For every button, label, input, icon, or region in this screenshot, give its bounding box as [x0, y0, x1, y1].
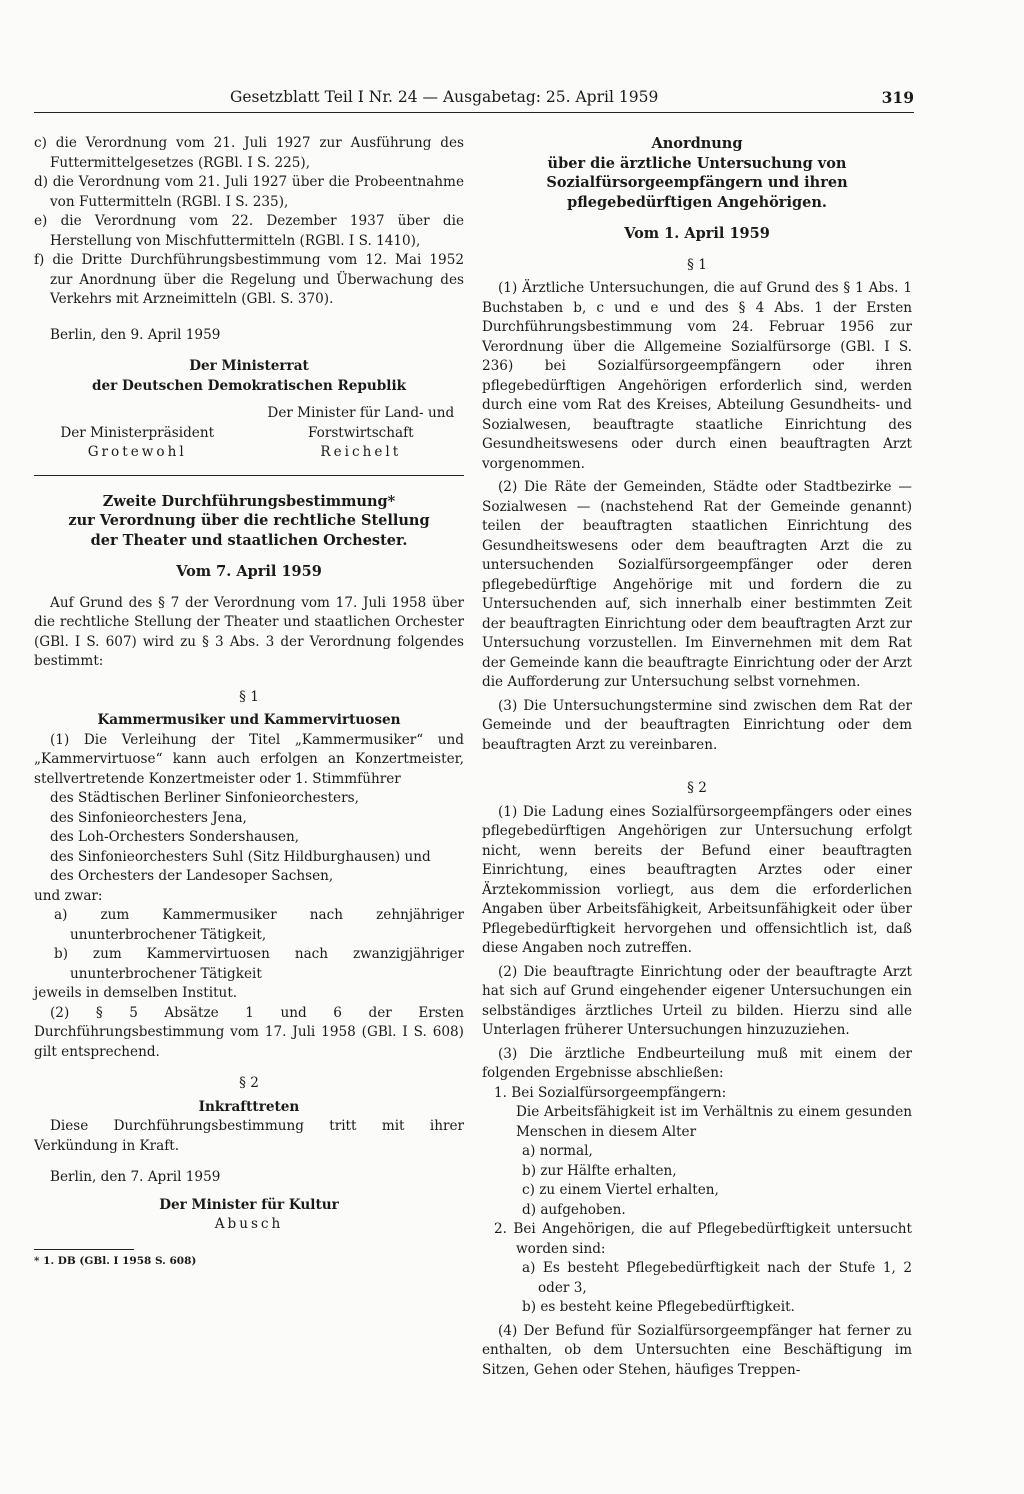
decree-date: Vom 7. April 1959: [176, 563, 322, 580]
title-line-2: zur Verordnung über die rechtliche Stellung: [68, 512, 430, 529]
minister-title: Der Minister für Kultur: [159, 1196, 339, 1213]
right-title-2: über die ärztliche Untersuchung von Sozialfürsorgeempfängern und ihren pflegebedürftigen Angehörigen.: [546, 154, 848, 211]
outcome-1-item: a) normal,: [522, 1143, 593, 1159]
orchestra-item: des Orchesters der Landesoper Sachsen,: [50, 868, 334, 884]
section-divider: [34, 475, 464, 476]
page-header: [34, 88, 914, 113]
outcome-2-item-b: b) es besteht keine Pflegebedürftigkeit.: [522, 1299, 795, 1315]
footnote: * 1. DB (GBl. I 1958 S. 608): [34, 1254, 197, 1267]
section-2-title: Inkrafttreten: [198, 1098, 300, 1115]
right-date: Vom 1. April 1959: [624, 225, 770, 242]
list-item: e) die Verordnung vom 22. Dezember 1937 über die Herstellung von Mischfuttermitteln (RGBl. I S. 1410),: [34, 213, 464, 249]
orchestra-item: des Städtischen Berliner Sinfonieorchesters,: [50, 790, 359, 806]
header-title: Gesetzblatt Teil I Nr. 24 — Ausgabetag: 25. April 1959: [230, 88, 659, 106]
title-line-3: der Theater und staatlichen Orchester.: [90, 531, 408, 549]
title-line-1: Zweite Durchführungsbestimmung*: [102, 492, 396, 510]
list-item-b: b) zum Kammervirtuosen nach zwanzigjähriger ununterbrochener Tätigkeit: [54, 946, 464, 982]
signature-left-title: Der Ministerpräsident: [60, 424, 215, 441]
jeweils-line: jeweils in demselben Institut.: [34, 985, 238, 1001]
outcome-1-item: d) aufgehoben.: [522, 1201, 626, 1218]
right-para-2-3: (3) Die ärztliche Endbeurteilung muß mit einem der folgenden Ergebnisse abschließen:: [482, 1045, 912, 1081]
right-para-2-1: (1) Die Ladung eines Sozialfürsorgeempfängers oder eines pflegebedürftigen Angehörigen zur Untersuchung erfolgt nicht, wenn bereits der Befund einer beauftragten Einrichtung, eines beauftragten Arztes oder einer Ärztekommission vorliegt, aus dem die erforderlichen Angaben über Arbeitsfähigkeit, Arbeitsunfähigkeit oder über Pflegebedürftigkeit hervorgehen und offensichtlich ist, daß diese Angaben noch zutreffen.: [482, 803, 912, 956]
minister-name: Abusch: [214, 1216, 284, 1232]
outcome-1-text: Die Arbeitsfähigkeit ist im Verhältnis zu einem gesunden Menschen in diesem Alter: [516, 1104, 912, 1140]
authority-line-2: der Deutschen Demokratischen Republik: [91, 377, 407, 394]
orchestra-item: des Loh-Orchesters Sondershausen,: [50, 829, 300, 845]
right-section-1-heading: § 1: [687, 256, 707, 273]
outcome-1-item: c) zu einem Viertel erhalten,: [522, 1182, 719, 1198]
signature-right-title-2: Forstwirtschaft: [307, 424, 414, 441]
right-para-2-4: (4) Der Befund für Sozialfürsorgeempfänger hat ferner zu enthalten, ob dem Untersuchten eine Beschäftigung im Sitzen, Gehen oder Stehen, häufiges Treppen-: [482, 1322, 912, 1378]
right-para-1-2: (2) Die Räte der Gemeinden, Städte oder Stadtbezirke — Sozialwesen — (nachstehend Rat der Gemeinde genannt) teilen der beauftragten staatlichen Einrichtung des Gesundheitswesens oder dem beauftragten Arzt die zu untersuchenden Sozialfürsorgeempfänger oder deren pflegebedürftige Angehörige mit und fordern die zu Untersuchenden auf, sich innerhalb einer bestimmten Zeit der beauftragten Einrichtung oder dem beauftragten Arzt zur Untersuchung vorzustellen. Im Einvernehmen mit dem Rat der Gemeinde kann die beauftragte Einrichtung oder der Arzt die Aufforderung zur Untersuchung selbst vornehmen.: [482, 479, 912, 690]
right-para-1-1: (1) Ärztliche Untersuchungen, die auf Grund des § 1 Abs. 1 Buchstaben b, c und e und des § 4 Abs. 1 der Ersten Durchführungsbestimmung vom 24. Februar 1956 zur Verordnung über die Allgemeine Sozialfürsorge (GBl. I S. 236) bei Sozialfürsorgeempfängern oder ihren pflegebedürftigen Angehörigen erforderlich sind, werden durch eine vom Rat des Kreises, Abteilung Gesundheits- und Sozialwesen, beauftragte staatliche Einrichtung des Gesundheitswesens oder durch einen beauftragten Arzt vorgenommen.: [482, 280, 912, 472]
list-item: c) die Verordnung vom 21. Juli 1927 zur Ausführung des Futtermittelgesetzes (RGBl. I S. 225),: [34, 135, 464, 171]
signature-right-title-1: Der Minister für Land- und: [267, 405, 455, 421]
outcome-2: 2. Bei Angehörigen, die auf Pflegebedürftigkeit untersucht worden sind:: [494, 1221, 912, 1257]
und-zwar: und zwar:: [34, 887, 103, 904]
section-1-para-1: (1) Die Verleihung der Titel „Kammermusiker“ und „Kammervirtuose“ kann auch erfolgen an Konzertmeister, stellvertretende Konzertmeister oder 1. Stimmführer: [34, 731, 464, 787]
orchestra-item: des Sinfonieorchesters Jena,: [50, 809, 247, 826]
right-para-2-2: (2) Die beauftragte Einrichtung oder der beauftragte Arzt hat sich auf Grund eingehender eigener Untersuchungen ein selbständiges ärztliches Urteil zu bilden. Hierzu sind alle Unterlagen früherer Untersuchungen hinzuzuziehen.: [482, 963, 912, 1038]
footnote-rule: [34, 1249, 134, 1250]
list-item: f) die Dritte Durchführungsbestimmung vom 12. Mai 1952 zur Anordnung über die Regelung und Überwachung des Verkehrs mit Arzneimitteln (GBl. S. 370).: [34, 252, 464, 307]
outcome-1: 1. Bei Sozialfürsorgeempfängern:: [494, 1084, 727, 1101]
place-date-2: Berlin, den 7. April 1959: [50, 1169, 221, 1185]
section-1-para-2: (2) § 5 Absätze 1 und 6 der Ersten Durchführungsbestimmung vom 17. Juli 1958 (GBl. I S. 608) gilt entsprechend.: [34, 1004, 464, 1060]
signature-right-name: Reichelt: [320, 444, 402, 460]
signature-left: [34, 404, 240, 463]
section-2-heading: § 2: [239, 1075, 259, 1091]
list-item-a: a) zum Kammermusiker nach zehnjähriger ununterbrochener Tätigkeit,: [54, 907, 464, 943]
section-1-title: Kammermusiker und Kammervirtuosen: [97, 712, 401, 728]
right-column: [482, 134, 912, 1380]
right-section-2-heading: § 2: [687, 780, 707, 796]
right-title-1: Anordnung: [651, 135, 743, 152]
signature-left-name: Grotewohl: [87, 444, 187, 460]
signature-block: [34, 404, 464, 463]
list-item: d) die Verordnung vom 21. Juli 1927 über die Probeentnahme von Futtermitteln (RGBl. I S. 235),: [34, 174, 464, 210]
authority-line-1: Der Ministerrat: [189, 358, 309, 374]
orchestra-item: des Sinfonieorchesters Suhl (Sitz Hildburghausen) und: [50, 848, 431, 865]
place-date: Berlin, den 9. April 1959: [50, 326, 221, 343]
outcome-1-item: b) zur Hälfte erhalten,: [522, 1162, 677, 1179]
left-column: [34, 134, 464, 1268]
right-para-1-3: (3) Die Untersuchungstermine sind zwischen dem Rat der Gemeinde und der beauftragten Einrichtung oder dem beauftragten Arzt zu vereinbaren.: [482, 697, 912, 753]
section-2-para: Diese Durchführungsbestimmung tritt mit ihrer Verkündung in Kraft.: [34, 1118, 464, 1154]
intro-paragraph: Auf Grund des § 7 der Verordnung vom 17. Juli 1958 über die rechtliche Stellung der Theater und staatlichen Orchester (GBl. I S. 607) wird zu § 3 Abs. 3 der Verordnung folgendes bestimmt:: [34, 594, 464, 669]
section-1-heading: § 1: [239, 688, 259, 705]
page-number: 319: [881, 88, 914, 107]
outcome-2-item-a: a) Es besteht Pflegebedürftigkeit nach der Stufe 1, 2 oder 3,: [522, 1260, 912, 1296]
signature-right: [258, 404, 464, 463]
